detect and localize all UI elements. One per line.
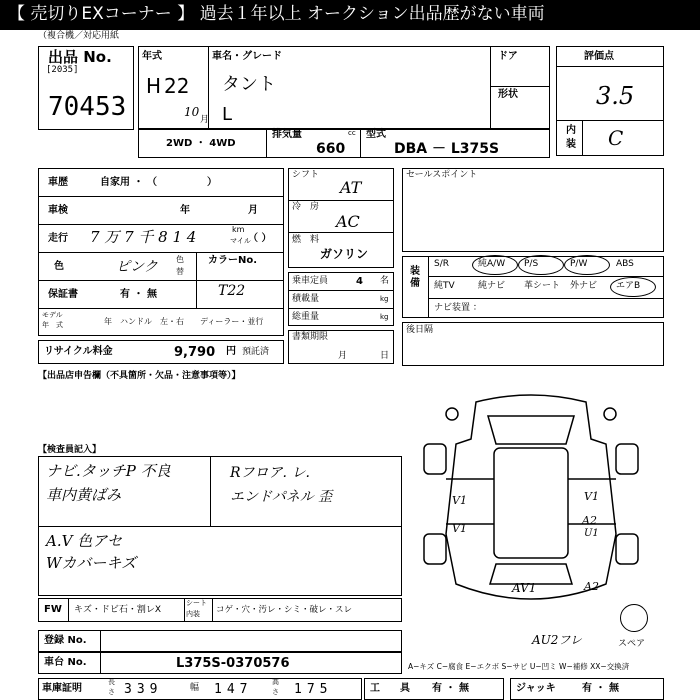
nav-device-label: ナビ装置 ： [434, 303, 482, 313]
equipment-item: 純TV [434, 281, 455, 291]
equipment-circle-mark [610, 277, 656, 297]
dims-note: 車庫証明 [42, 683, 82, 694]
fuel-value: ガソリン [320, 247, 369, 261]
legend: A−キズ C−腐食 E−エクボ S−サビ U−凹ミ W−補修 XX−交換済 [408, 662, 630, 671]
wheel-fr [616, 444, 638, 474]
reg-row [38, 630, 402, 652]
model-year-label1: モデル [42, 311, 63, 319]
aircon-value: AC [336, 212, 360, 231]
load-label: 積載量 [292, 294, 320, 304]
dims-l1: 長 [108, 678, 115, 686]
mark-a2-rear: A2 [584, 580, 599, 593]
note-left-2: 車内黄ばみ [46, 486, 122, 504]
model-label: 型式 [366, 129, 386, 140]
lot-small: [2035] [46, 65, 79, 75]
doc-expiry-day: 日 [380, 351, 390, 361]
lot-number: 70453 [48, 92, 127, 122]
chassis-value: L375S-0370576 [176, 656, 290, 671]
color-change-2: 替 [176, 267, 184, 276]
capacity-label: 乗車定員 [292, 276, 329, 286]
equipment-circle-mark [564, 255, 610, 275]
mirror-left [446, 408, 458, 420]
gross-label: 総重量 [292, 312, 320, 322]
recycle-unit: 円 [226, 346, 236, 357]
fw-seat2: 内装 [186, 610, 200, 618]
note-right-1: Rフロア. レ. [230, 465, 310, 481]
banner-text: 【 売切りEXコーナー 】 過去１年以上 オークション出品歴がない車両 [8, 4, 545, 24]
door-label: ドア [498, 51, 518, 62]
gross-unit: kg [380, 313, 389, 321]
note-right-2: エンドパネル 歪 [230, 489, 333, 505]
jack-value: 有 ・ 無 [582, 683, 619, 694]
shape-label: 形状 [498, 89, 518, 100]
recycle-value: 9,790 [174, 345, 216, 360]
history-value: 自家用 ・ （ ） [100, 177, 217, 188]
dims-width: 147 [214, 682, 253, 697]
doc-expiry-unit: 月 [338, 351, 348, 361]
mark-rear: AV1 [512, 581, 537, 595]
mark-below: AU2フレ [532, 633, 582, 647]
displacement-value: 660 [316, 141, 346, 157]
color-value: ピンク [116, 259, 158, 275]
car-name: タント [222, 74, 276, 95]
equipment-item: 革シート [524, 281, 561, 291]
interior-label2: 装 [566, 139, 576, 150]
note-left-1: ナビ.タッチP 不良 [46, 462, 171, 480]
displacement-label: 排気量 [272, 129, 302, 140]
warranty-value: 有 ・ 無 [120, 289, 157, 300]
mileage-value: 7 万 7 千 8 1 4 [90, 228, 197, 246]
color-no-label: カラーNo. [208, 255, 258, 266]
mirror-right [604, 408, 616, 420]
mark-v-tl: V1 [452, 494, 467, 507]
fw-text2: コゲ・穴・汚レ・シミ・破レ・スレ [216, 605, 353, 615]
dealer: ディーラー・並行 [200, 317, 264, 326]
score-label: 評価点 [584, 51, 614, 62]
equipment-item: P/W [570, 259, 588, 269]
equipment-item: P/S [524, 259, 539, 269]
color-change-1: 色 [176, 255, 184, 264]
load-unit: kg [380, 295, 389, 303]
equipment-item: 外ナビ [570, 281, 598, 291]
mileage-label: 走行 [48, 233, 68, 244]
fuel-label: 燃 料 [292, 235, 320, 245]
dims-height: 175 [294, 682, 333, 697]
aircon-label: 冷 房 [292, 202, 320, 212]
spare-circle [620, 604, 648, 632]
mark-v-bl: V1 [452, 522, 467, 535]
model-year-label2: 年 式 [42, 321, 63, 329]
windshield [488, 416, 574, 444]
score-value: 3.5 [596, 82, 635, 110]
shift-label: シフト [292, 170, 320, 180]
doc-expiry-label: 書類期限 [292, 332, 329, 342]
interior-label1: 内 [566, 125, 576, 136]
sales-point-box [402, 168, 664, 252]
capacity-unit: 名 [380, 276, 390, 286]
color-label: 色 [54, 261, 64, 272]
note-left-4: Wカバーキズ [46, 554, 137, 572]
year-month: 10 [184, 105, 200, 119]
equipment-item: ABS [616, 259, 634, 269]
equipment-item: 純A/W [478, 259, 506, 269]
equipment-item: 純ナビ [478, 281, 506, 291]
capacity-value: 4 [356, 276, 363, 287]
rear-box [402, 322, 664, 366]
chassis-label: 車台 No. [44, 657, 87, 668]
jack-label: ジャッキ [516, 683, 556, 694]
spare-label: スペア [618, 639, 646, 649]
handle: ハンドル 左・右 [120, 317, 184, 326]
car-diagram [416, 384, 646, 624]
sales-point-label: セールスポイント [406, 170, 478, 180]
wheel-rl [424, 534, 446, 564]
year-era: H [146, 74, 162, 98]
inspector-label: 【検査員記入】 [38, 445, 102, 455]
inspection-label: 車検 [48, 205, 68, 216]
equipment-circle-mark [472, 255, 518, 275]
rear-label: 後日隔 [406, 325, 434, 335]
tools-value: 有 ・ 無 [432, 683, 469, 694]
dims-h1: 高 [272, 678, 279, 686]
year-month-unit: 月 [200, 115, 210, 125]
displacement-unit: cc [348, 129, 356, 137]
model-value: DBA － L375S [394, 141, 500, 157]
equipment-label: 装備 [410, 266, 420, 289]
note-left-3: A.V 色アセ [46, 532, 123, 550]
recycle-note: 預託済 [242, 347, 270, 357]
mileage-paren: （ ） [248, 233, 272, 244]
history-label: 車歴 [48, 177, 68, 188]
model-year-unit: 年 [104, 317, 112, 326]
inspection-month-unit: 月 [248, 205, 258, 216]
mark-a2: A2 [582, 514, 597, 527]
fw-label: FW [44, 604, 62, 615]
fw-text: キズ・ドビ石・割レX [74, 605, 161, 615]
fw-seat1: シート [186, 599, 207, 607]
equipment-item: エアB [616, 281, 641, 291]
lot-label: 出品 No. [48, 48, 112, 66]
car-grade: L [222, 104, 233, 125]
mileage-unit-mile: マイル [230, 237, 251, 245]
color-no-value: T22 [218, 283, 246, 299]
equipment-circle-mark [518, 255, 564, 275]
tools-label: 工 具 [370, 683, 410, 694]
warranty-label: 保証書 [48, 289, 78, 300]
equipment-item: S/R [434, 259, 449, 269]
drive: 2WD ・ 4WD [166, 138, 236, 149]
dims-w1: 幅 [190, 683, 200, 693]
roof [494, 448, 568, 558]
reg-label: 登録 No. [44, 635, 87, 646]
mark-v-tr: V1 [584, 490, 599, 503]
declaration-label: 【出品店申告欄（不具箇所・欠品・注意事項等）】 [38, 371, 241, 381]
year-value: 22 [164, 74, 190, 98]
mileage-unit-km: km [232, 225, 245, 234]
car-label: 車名・グレード [212, 51, 282, 62]
shift-value: AT [340, 178, 362, 197]
year-label: 年式 [142, 51, 162, 62]
recycle-label: リサイクル料金 [44, 346, 113, 357]
inspection-year-unit: 年 [180, 205, 190, 216]
interior-value: C [608, 126, 624, 150]
wheel-fl [424, 444, 446, 474]
dims-length: 339 [124, 682, 163, 697]
wheel-rr [616, 534, 638, 564]
top-note: （複合機／対応用紙 [38, 31, 120, 41]
dims-l2: さ [108, 688, 115, 696]
mark-u1: U1 [584, 528, 599, 539]
dims-h2: さ [272, 688, 279, 696]
